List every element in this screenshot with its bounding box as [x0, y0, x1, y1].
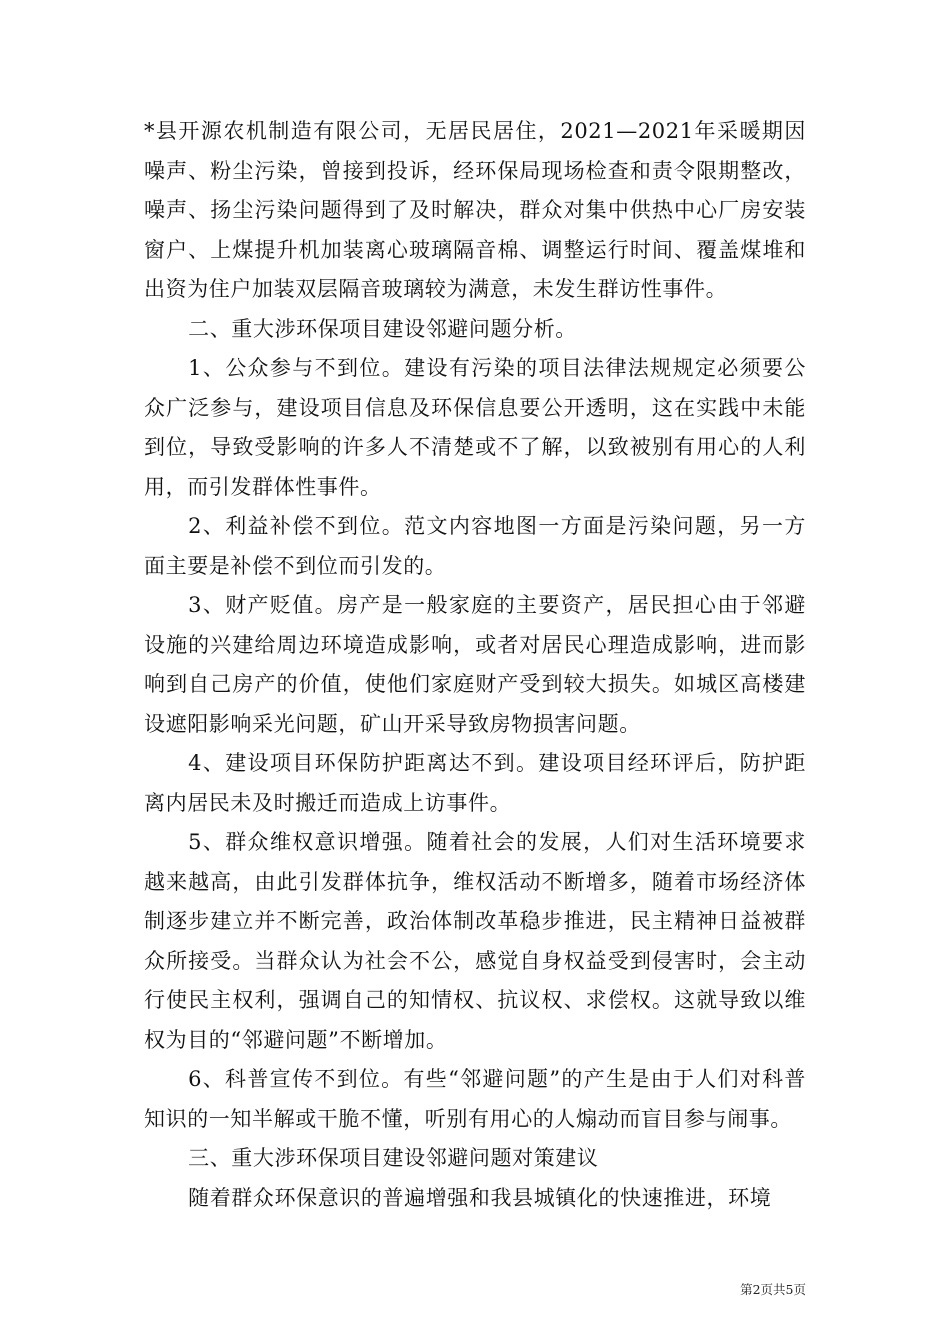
paragraph-continuation: *县开源农机制造有限公司，无居民居住，2021—2021年采暖期因噪声、粉尘污染，曾接到投诉，经环保局现场检查和责令限期整改，噪声、扬尘污染问题得到了及时解决，群众对集中供热中心厂房安装窗户、上煤提升机加装离心玻璃隔音棉、调整运行时间、覆盖煤堆和出资为住户加装双层隔音玻璃较为满意，未发生群访性事件。 — [144, 119, 806, 301]
paragraph-item-4: 4、建设项目环保防护距离达不到。建设项目经环评后，防护距离内居民未及时搬迁而造成上访事件。 — [144, 751, 806, 815]
document-body — [144, 112, 806, 1218]
paragraph-item-5: 5、群众维权意识增强。随着社会的发展，人们对生活环境要求越来越高，由此引发群体抗争，维权活动不断增多，随着市场经济体制逐步建立并不断完善，政治体制改革稳步推进，民主精神日益被群众所接受。当群众认为社会不公，感觉自身权益受到侵害时，会主动行使民主权利，强调自己的知情权、抗议权、求偿权。这就导致以维权为目的“邻避问题”不断增加。 — [144, 830, 806, 1052]
paragraph-item-2: 2、利益补偿不到位。范文内容地图一方面是污染问题，另一方面主要是补偿不到位而引发的。 — [144, 514, 806, 578]
section-heading-2: 二、重大涉环保项目建设邻避问题分析。 — [188, 316, 577, 341]
page-number: 第2页共5页 — [740, 1282, 806, 1297]
paragraph-section-3-intro: 随着群众环保意识的普遍增强和我县城镇化的快速推进，环境 — [188, 1185, 772, 1210]
paragraph-item-1: 1、公众参与不到位。建设有污染的项目法律法规规定必须要公众广泛参与，建设项目信息及环保信息要公开透明，这在实践中未能到位，导致受影响的许多人不清楚或不了解，以致被别有用心的人利用，而引发群体性事件。 — [144, 356, 806, 499]
paragraph-item-3: 3、财产贬值。房产是一般家庭的主要资产，居民担心由于邻避设施的兴建给周边环境造成影响，或者对居民心理造成影响，进而影响到自己房产的价值，使他们家庭财产受到较大损失。如城区高楼建设遮阳影响采光问题，矿山开采导致房物损害问题。 — [144, 593, 806, 736]
section-heading-3: 三、重大涉环保项目建设邻避问题对策建议 — [188, 1146, 599, 1170]
paragraph-item-6: 6、科普宣传不到位。有些“邻避问题”的产生是由于人们对科普知识的一知半解或干脆不懂，听别有用心的人煽动而盲目参与闹事。 — [144, 1067, 806, 1131]
